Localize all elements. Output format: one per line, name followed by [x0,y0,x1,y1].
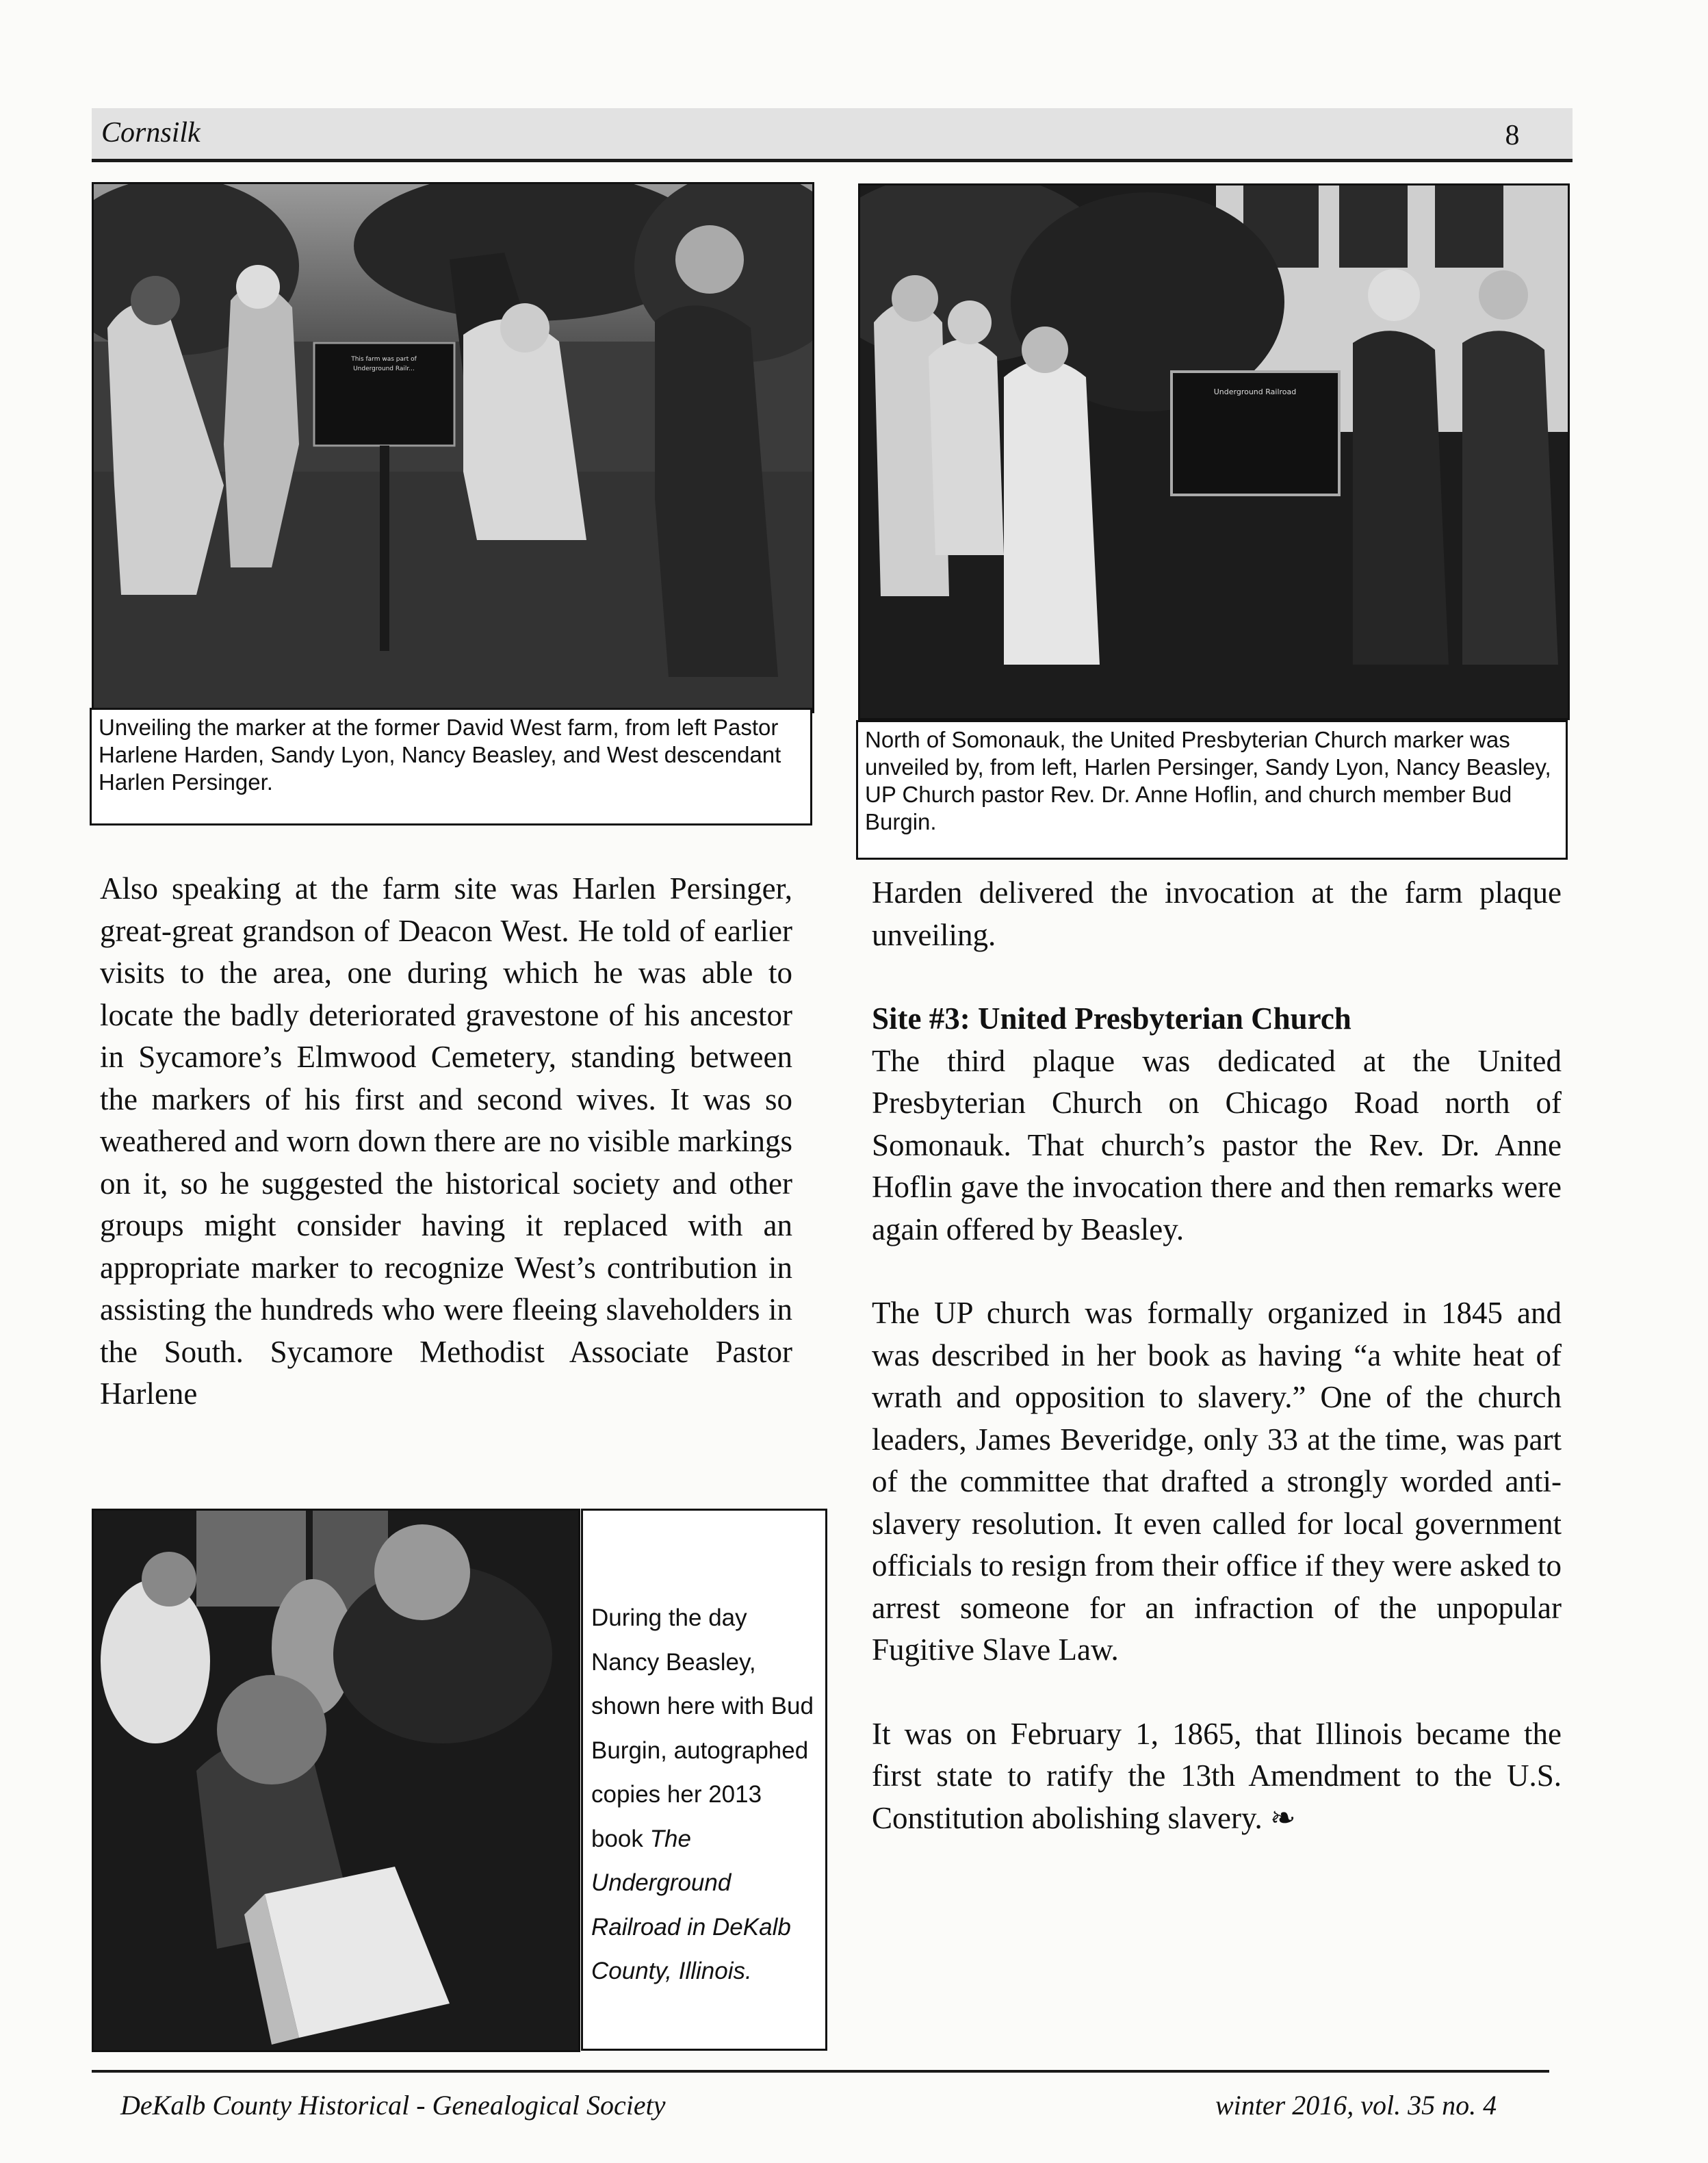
book-signing-caption [581,1509,827,2051]
up-church-history-paragraph: The UP church was formally organized in 1845 and was described in her book as having “a white heat of wrath and opposition to slavery.” One of the church leaders, James Beveridge, only 33 at the time, was part of the committee that drafted a strongly worded anti-slavery resolution. It even called for local government officials to resign from their office if they were asked to arrest someone for an infraction of the unpopular Fugitive Slave Law. [872,1296,1562,1667]
footer-rule [92,2070,1549,2073]
book-signing-caption-text: During the day Nancy Beasley, shown here with Bud Burgin, autographed copies her 2013 book [591,1604,814,1852]
west-farm-caption-text: Unveiling the marker at the former David West farm, from left Pastor Harlene Harden, Sandy Lyon, Nancy Beasley, and West descendant Harlen Persinger. [99,715,781,795]
site-3-heading: Site #3: United Presbyterian Church [872,1001,1351,1036]
left-column-text [100,868,792,1416]
persinger-paragraph: Also speaking at the farm site was Harlen Persinger, great-great grandson of Deacon West. He told of earlier visits to the area, one during which he was able to locate the badly deteriorated gravestone of his ancestor in Sycamore’s Elmwood Cemetery, standing between the markers of his first and second wives. It was so weathered and worn down there are no visible markings on it, so he suggested the historical society and other groups might consider having it replaced with an appropriate marker to recognize West’s contribution in assisting the hundreds who were fleeing slaveholders in the South. Sycamore Methodist Associate Pastor Harlene [100,871,792,1411]
up-church-caption-text: North of Somonauk, the United Presbyterian Church marker was unveiled by, from left, Harlen Persinger, Sandy Lyon, Nancy Beasley, UP Church pastor Rev. Dr. Anne Hoflin, and church member Bud Burgin. [865,727,1551,834]
amendment-paragraph: It was on February 1, 1865, that Illinois became the first state to ratify the 13th Amendment to the U.S. Constitution abolishing slavery. ❧ [872,1716,1562,1835]
west-farm-caption [90,708,812,825]
publication-title: Cornsilk [101,117,200,149]
west-farm-photo [92,182,814,713]
footer-issue: winter 2016, vol. 35 no. 4 [1215,2090,1497,2121]
west-plaque-line-1: This farm was part of [351,356,417,363]
up-church-caption [856,720,1568,860]
up-church-photo [858,183,1570,720]
up-plaque-line-1: Underground Railroad [1213,387,1297,396]
page-number: 8 [1505,120,1520,151]
west-plaque-line-2: Underground Railr... [353,366,415,372]
book-signing-photo [92,1509,580,2052]
book-title: The Underground Railroad in DeKalb County, Illinois. [591,1825,791,1984]
header-bar [92,108,1573,162]
third-plaque-paragraph: The third plaque was dedicated at the United Presbyterian Church on Chicago Road north of Somonauk. That church’s pastor the Rev. Dr. Anne Hoflin gave the invocation there and then remarks were again offered by Beasley. [872,1043,1562,1246]
footer-society: DeKalb County Historical - Genealogical Society [120,2090,666,2121]
right-column-text [872,872,1562,1839]
harden-continuation: Harden delivered the invocation at the farm plaque unveiling. [872,875,1562,952]
